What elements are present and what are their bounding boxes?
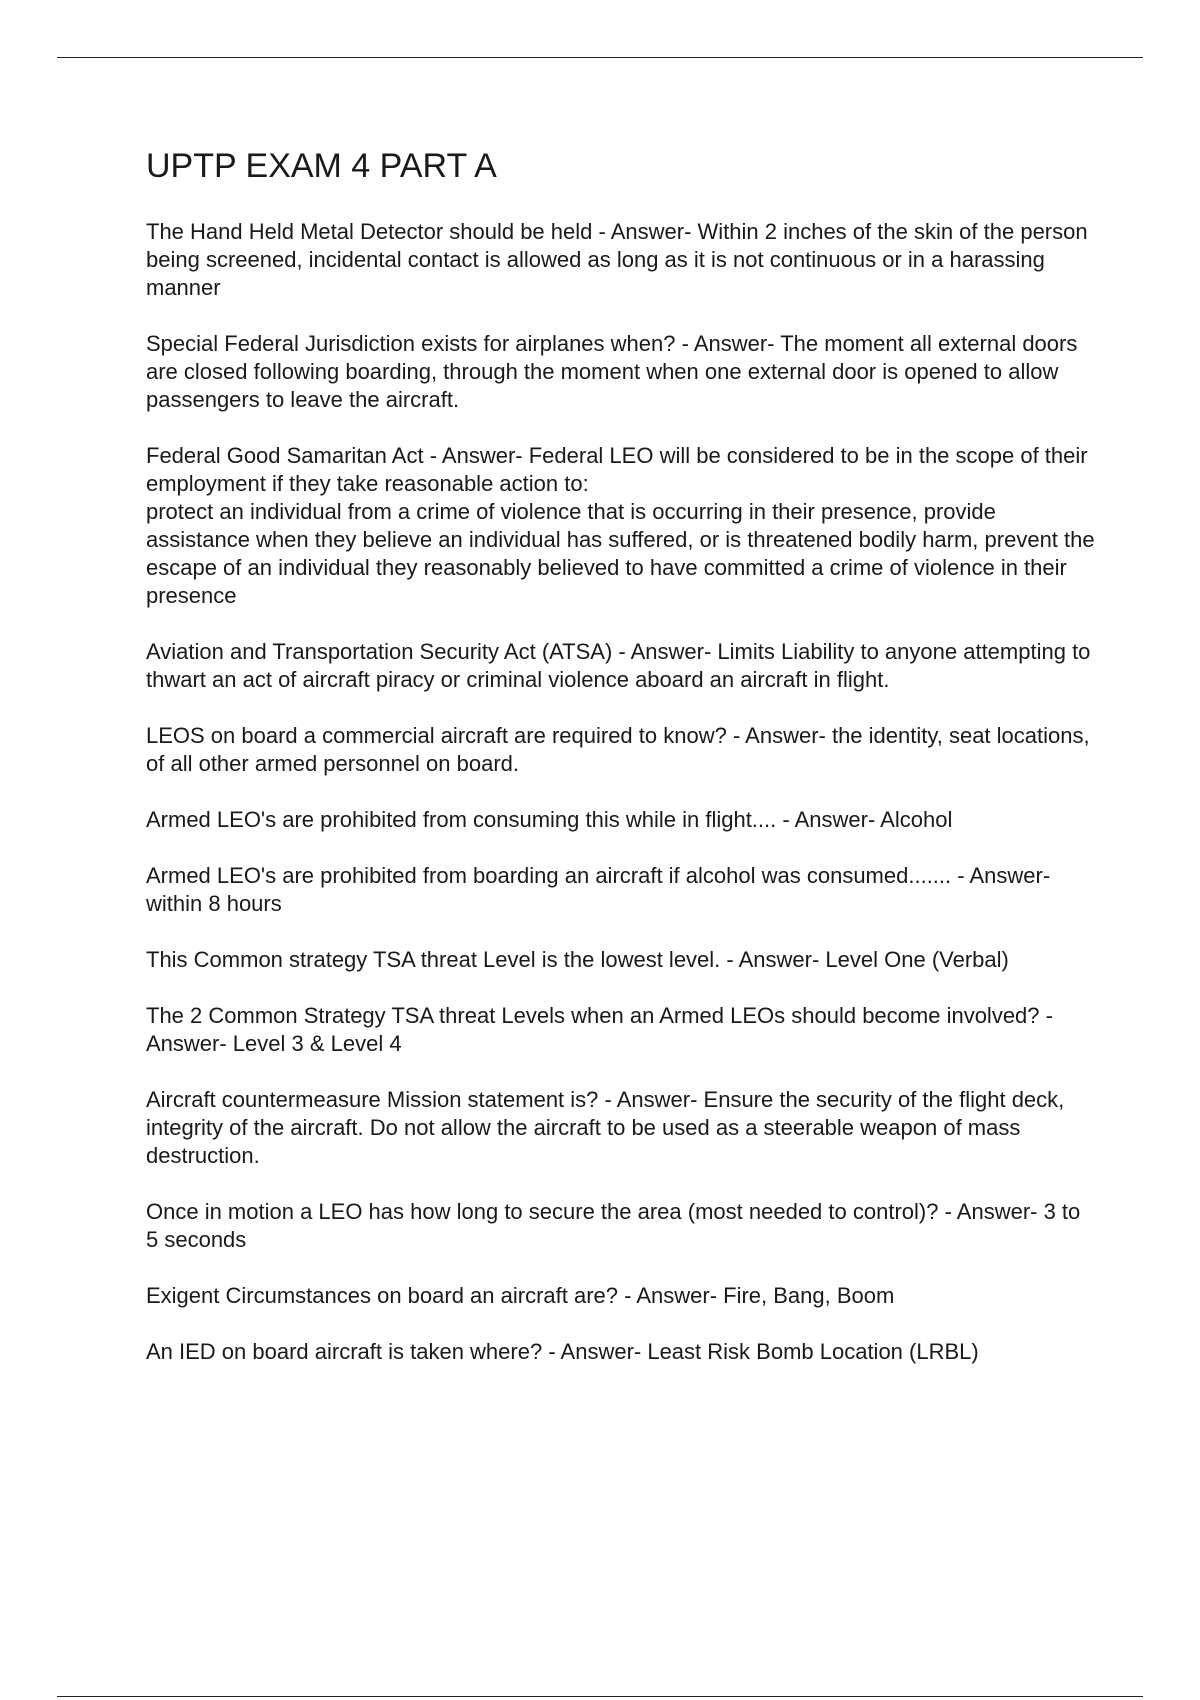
qa-entry-12: Exigent Circumstances on board an aircraft are? - Answer- Fire, Bang, Boom bbox=[146, 1283, 895, 1308]
qa-entry-4: Aviation and Transportation Security Act (ATSA) - Answer- Limits Liability to anyone attempting to thwart an act of aircraft piracy or criminal violence aboard an aircraft in flight. bbox=[146, 639, 1091, 692]
qa-entry-7: Armed LEO's are prohibited from boarding an aircraft if alcohol was consumed....... - Answer- within 8 hours bbox=[146, 863, 1051, 916]
document-body bbox=[146, 140, 1096, 1394]
qa-entry-2: Special Federal Jurisdiction exists for airplanes when? - Answer- The moment all external doors are closed following boarding, through the moment when one external door is opened to allow passengers to leave the aircraft. bbox=[146, 331, 1078, 412]
qa-entry-3: Federal Good Samaritan Act - Answer- Federal LEO will be considered to be in the scope of their employment if they take reasonable action to: protect an individual from a crime of violence that is occurring in their presence, provide assistance when they believe an individual has suffered, or is threatened bodily harm, prevent the escape of an individual they reasonably believed to have committed a crime of violence in their presence bbox=[146, 443, 1095, 608]
bottom-divider bbox=[57, 1696, 1143, 1697]
document-title: UPTP EXAM 4 PART A bbox=[146, 147, 497, 185]
qa-entry-5: LEOS on board a commercial aircraft are required to know? - Answer- the identity, seat locations, of all other armed personnel on board. bbox=[146, 723, 1090, 776]
qa-entry-13: An IED on board aircraft is taken where? - Answer- Least Risk Bomb Location (LRBL) bbox=[146, 1339, 979, 1364]
qa-entry-11: Once in motion a LEO has how long to secure the area (most needed to control)? - Answer- 3 to 5 seconds bbox=[146, 1199, 1081, 1252]
qa-entry-8: This Common strategy TSA threat Level is the lowest level. - Answer- Level One (Verbal) bbox=[146, 947, 1009, 972]
qa-entry-10: Aircraft countermeasure Mission statement is? - Answer- Ensure the security of the flight deck, integrity of the aircraft. Do not allow the aircraft to be used as a steerable weapon of mass destruction. bbox=[146, 1087, 1065, 1168]
qa-entry-6: Armed LEO's are prohibited from consuming this while in flight.... - Answer- Alcohol bbox=[146, 807, 953, 832]
top-divider bbox=[57, 57, 1143, 58]
qa-entry-1: The Hand Held Metal Detector should be held - Answer- Within 2 inches of the skin of the person being screened, incidental contact is allowed as long as it is not continuous or in a harassing manner bbox=[146, 219, 1088, 300]
qa-entry-9: The 2 Common Strategy TSA threat Levels when an Armed LEOs should become involved? - Answer- Level 3 & Level 4 bbox=[146, 1003, 1053, 1056]
